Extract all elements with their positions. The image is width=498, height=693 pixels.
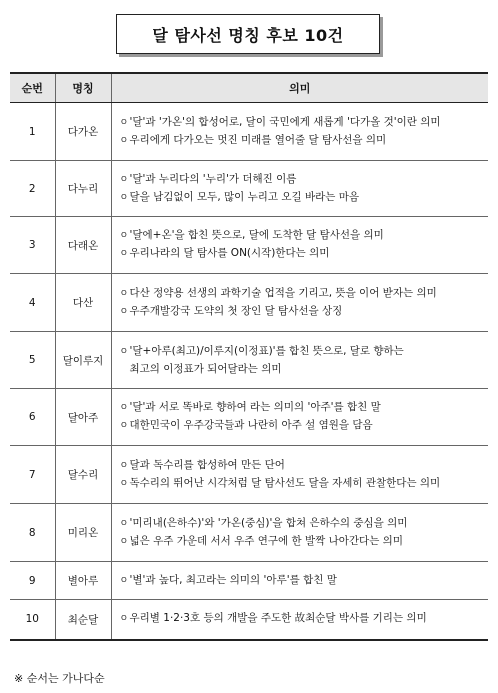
bullet-mark: ㅇ [119,192,129,203]
meaning-line [120,189,485,207]
meaning-cell [111,103,488,161]
meaning-line [120,457,485,475]
candidate-name: 최순달 [55,600,111,640]
bullet-mark: ㅇ [119,306,129,317]
bullet-mark: ㅇ [119,536,129,547]
meaning-text: '달+아루(최고)/이루지(이정표)'를 합친 뜻으로, 달로 향하는 [129,344,404,357]
meaning-line [120,515,485,533]
meaning-cell [111,274,488,332]
row-number: 3 [10,217,55,274]
table-row [10,504,488,562]
footnote: ※ 순서는 가나다순 [14,672,105,685]
bullet-mark: ㅇ [119,518,129,529]
meaning-text: 독수리의 뛰어난 시각처럼 달 탐사선도 달을 자세히 관찰한다는 의미 [129,476,441,489]
table-row [10,161,488,217]
meaning-cell [111,446,488,504]
bullet-mark: ㅇ [119,249,129,259]
candidate-name: 다누리 [55,161,111,217]
meaning-cell [111,332,488,389]
meaning-cell [111,389,488,446]
bullet-mark: ㅇ [119,614,129,625]
table-header-row [10,73,488,103]
meaning-text: '미리내(은하수)'와 '가온(중심)'을 합쳐 은하수의 중심을 의미 [129,516,408,529]
meaning-line [120,533,485,551]
meaning-text: 우주개발강국 도약의 첫 장인 달 탐사선을 상징 [129,304,343,317]
candidate-name: 다래온 [55,217,111,274]
candidate-name: 달아주 [55,389,111,446]
meaning-line [120,285,485,303]
bullet-mark: ㅇ [119,174,129,185]
row-number: 9 [10,562,55,600]
candidate-name: 달이루지 [55,332,111,389]
meaning-text: '달'과 서로 똑바로 향하여 라는 의미의 '아주'를 합친 말 [129,401,381,413]
bullet-mark: ㅇ [119,117,129,128]
meaning-text: 다산 정약용 선생의 과학기술 업적을 기리고, 뜻을 이어 받자는 의미 [129,286,437,299]
table-row [10,274,488,332]
row-number: 10 [10,600,55,640]
table-row [10,600,488,640]
bullet-mark: ㅇ [119,460,129,471]
bullet-mark: ㅇ [119,346,129,357]
header-meaning: 의미 [111,73,488,103]
bullet-mark: ㅇ [119,135,129,146]
bullet-mark: ㅇ [119,288,129,299]
meaning-text: '별'과 높다, 최고라는 의미의 '아루'를 합친 말 [129,573,337,586]
meaning-cell [111,504,488,562]
meaning-cell [111,562,488,600]
meaning-line [120,227,485,245]
bullet-mark: ㅇ [119,575,129,586]
meaning-line [120,171,485,189]
meaning-line [120,399,485,417]
meaning-line [120,132,485,150]
candidate-name: 미리온 [55,504,111,562]
bullet-mark: ㅇ [119,478,129,489]
row-number: 2 [10,161,55,217]
meaning-line [120,572,485,590]
table-row [10,103,488,161]
meaning-line [120,475,485,493]
row-number: 6 [10,389,55,446]
table-row [10,562,488,600]
header-name: 명칭 [55,73,111,103]
table-row [10,332,488,389]
meaning-text: 우리별 1·2·3호 등의 개발을 주도한 故최순달 박사를 기리는 의미 [129,612,427,625]
row-number: 1 [10,103,55,161]
meaning-cell [111,600,488,640]
table-row [10,389,488,446]
meaning-line [120,417,485,435]
meaning-cell [111,161,488,217]
meaning-line [120,114,485,132]
bullet-mark: ㅇ [119,403,129,413]
candidate-name: 별아루 [55,562,111,600]
row-number: 4 [10,274,55,332]
meaning-text: 우리에게 다가오는 멋진 미래를 열어줄 달 탐사선을 의미 [129,133,387,146]
meaning-text: '달에+온'을 합친 뜻으로, 달에 도착한 달 탐사선을 의미 [129,229,384,241]
meaning-text: 달과 독수리를 합성하여 만든 단어 [129,458,285,471]
candidate-name: 다산 [55,274,111,332]
meaning-text: 우리나라의 달 탐사를 ON(시작)한다는 의미 [129,247,330,259]
meaning-text: 대한민국이 우주강국들과 나란히 아주 설 염원을 담음 [129,419,373,431]
row-number: 5 [10,332,55,389]
bullet-mark: ㅇ [119,231,129,241]
table-row [10,217,488,274]
candidate-names-table [10,72,488,641]
meaning-text: '달'과 누리다의 '누리'가 더해진 이름 [129,172,297,185]
header-number: 순번 [10,73,55,103]
row-number: 8 [10,504,55,562]
meaning-text: 넓은 우주 가운데 서서 우주 연구에 한 발짝 나아간다는 의미 [129,534,403,547]
candidate-name: 달수리 [55,446,111,504]
candidate-name: 다가온 [55,103,111,161]
meaning-line [120,245,485,263]
meaning-cell [111,217,488,274]
meaning-line [120,610,485,628]
table-row [10,446,488,504]
meaning-text: '달'과 '가온'의 합성어로, 달이 국민에게 새롭게 '다가올 것'이란 의미 [129,115,441,128]
meaning-continuation: 최고의 이정표가 되어달라는 의미 [129,362,282,375]
meaning-line [120,303,485,321]
meaning-line [120,343,485,361]
meaning-text: 달을 남김없이 모두, 많이 누리고 오길 바라는 마음 [129,190,360,203]
row-number: 7 [10,446,55,504]
document-title: 달 탐사선 명칭 후보 10건 [116,14,380,54]
bullet-mark: ㅇ [119,421,129,431]
